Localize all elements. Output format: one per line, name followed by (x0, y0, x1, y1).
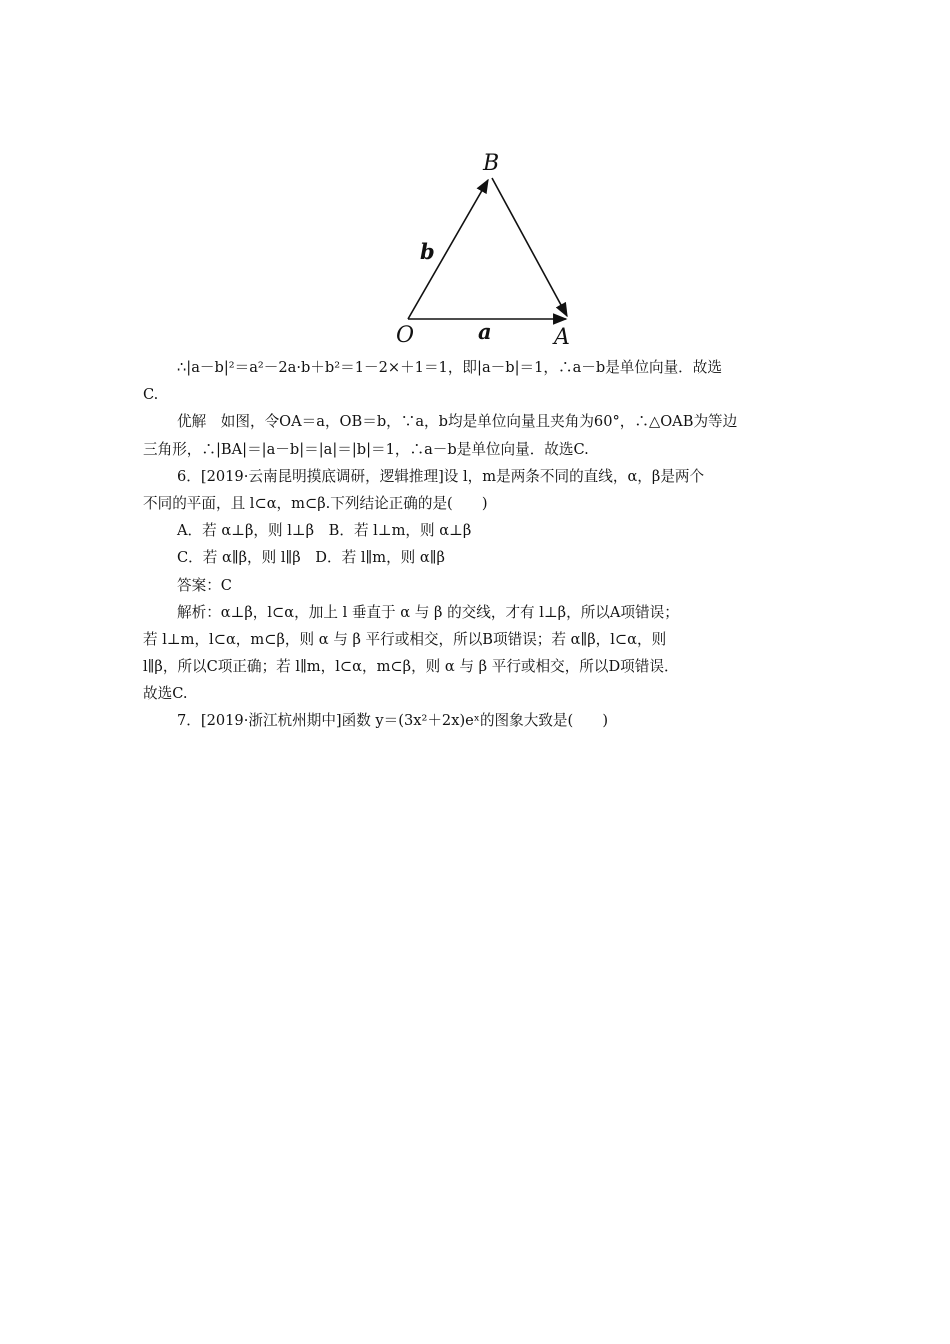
question-7-line: 7．[2019·浙江杭州期中]函数 y＝(3x²＋2x)eˣ的图象大致是( ) (177, 712, 609, 730)
option-line: A．若 α⊥β，则 l⊥β B．若 l⊥m，则 α⊥β (177, 522, 472, 540)
text-line: 不同的平面，且 l⊂α，m⊂β.下列结论正确的是( ) (143, 494, 488, 512)
vector-a-label: a (478, 319, 492, 344)
vector-b-label: b (420, 239, 435, 264)
analysis-line: 解析：α⊥β，l⊂α，加上 l 垂直于 α 与 β 的交线，才有 l⊥β，所以A项错误； (177, 603, 679, 621)
answer-line: 答案：C (177, 576, 232, 594)
triangle-svg (380, 140, 590, 352)
vertex-b-label: B (483, 151, 500, 176)
solution-text (143, 354, 813, 735)
text-line: C. (143, 386, 159, 404)
text-line: l∥β，所以C项正确；若 l∥m，l⊂α，m⊂β，则 α 与 β 平行或相交，所以D项错误． (143, 658, 679, 676)
option-line: C．若 α∥β，则 l∥β D．若 l∥m，则 α∥β (177, 549, 445, 567)
text-line: 三角形，∴|BA|＝|a－b|＝|a|＝|b|＝1，∴a－b是单位向量．故选C. (143, 440, 589, 458)
text-line: 故选C. (143, 685, 188, 703)
vertex-o-label: O (396, 323, 415, 348)
text-line: 优解 如图，令OA＝a，OB＝b，∵a，b均是单位向量且夹角为60°，∴△OAB为等边 (177, 413, 738, 431)
side-ba-arrow (492, 178, 567, 316)
text-line: 若 l⊥m，l⊂α，m⊂β，则 α 与 β 平行或相交，所以B项错误；若 α∥β，l⊂α，则 (143, 630, 667, 648)
triangle-figure (380, 140, 590, 352)
vertex-a-label: A (554, 325, 570, 350)
question-6-line: 6．[2019·云南昆明摸底调研，逻辑推理]设 l，m是两条不同的直线，α，β是两个 (177, 467, 705, 485)
text-line: ∴|a－b|²＝a²－2a·b＋b²＝1－2×＋1＝1，即|a－b|＝1，∴a－b是单位向量．故选 (177, 359, 722, 376)
